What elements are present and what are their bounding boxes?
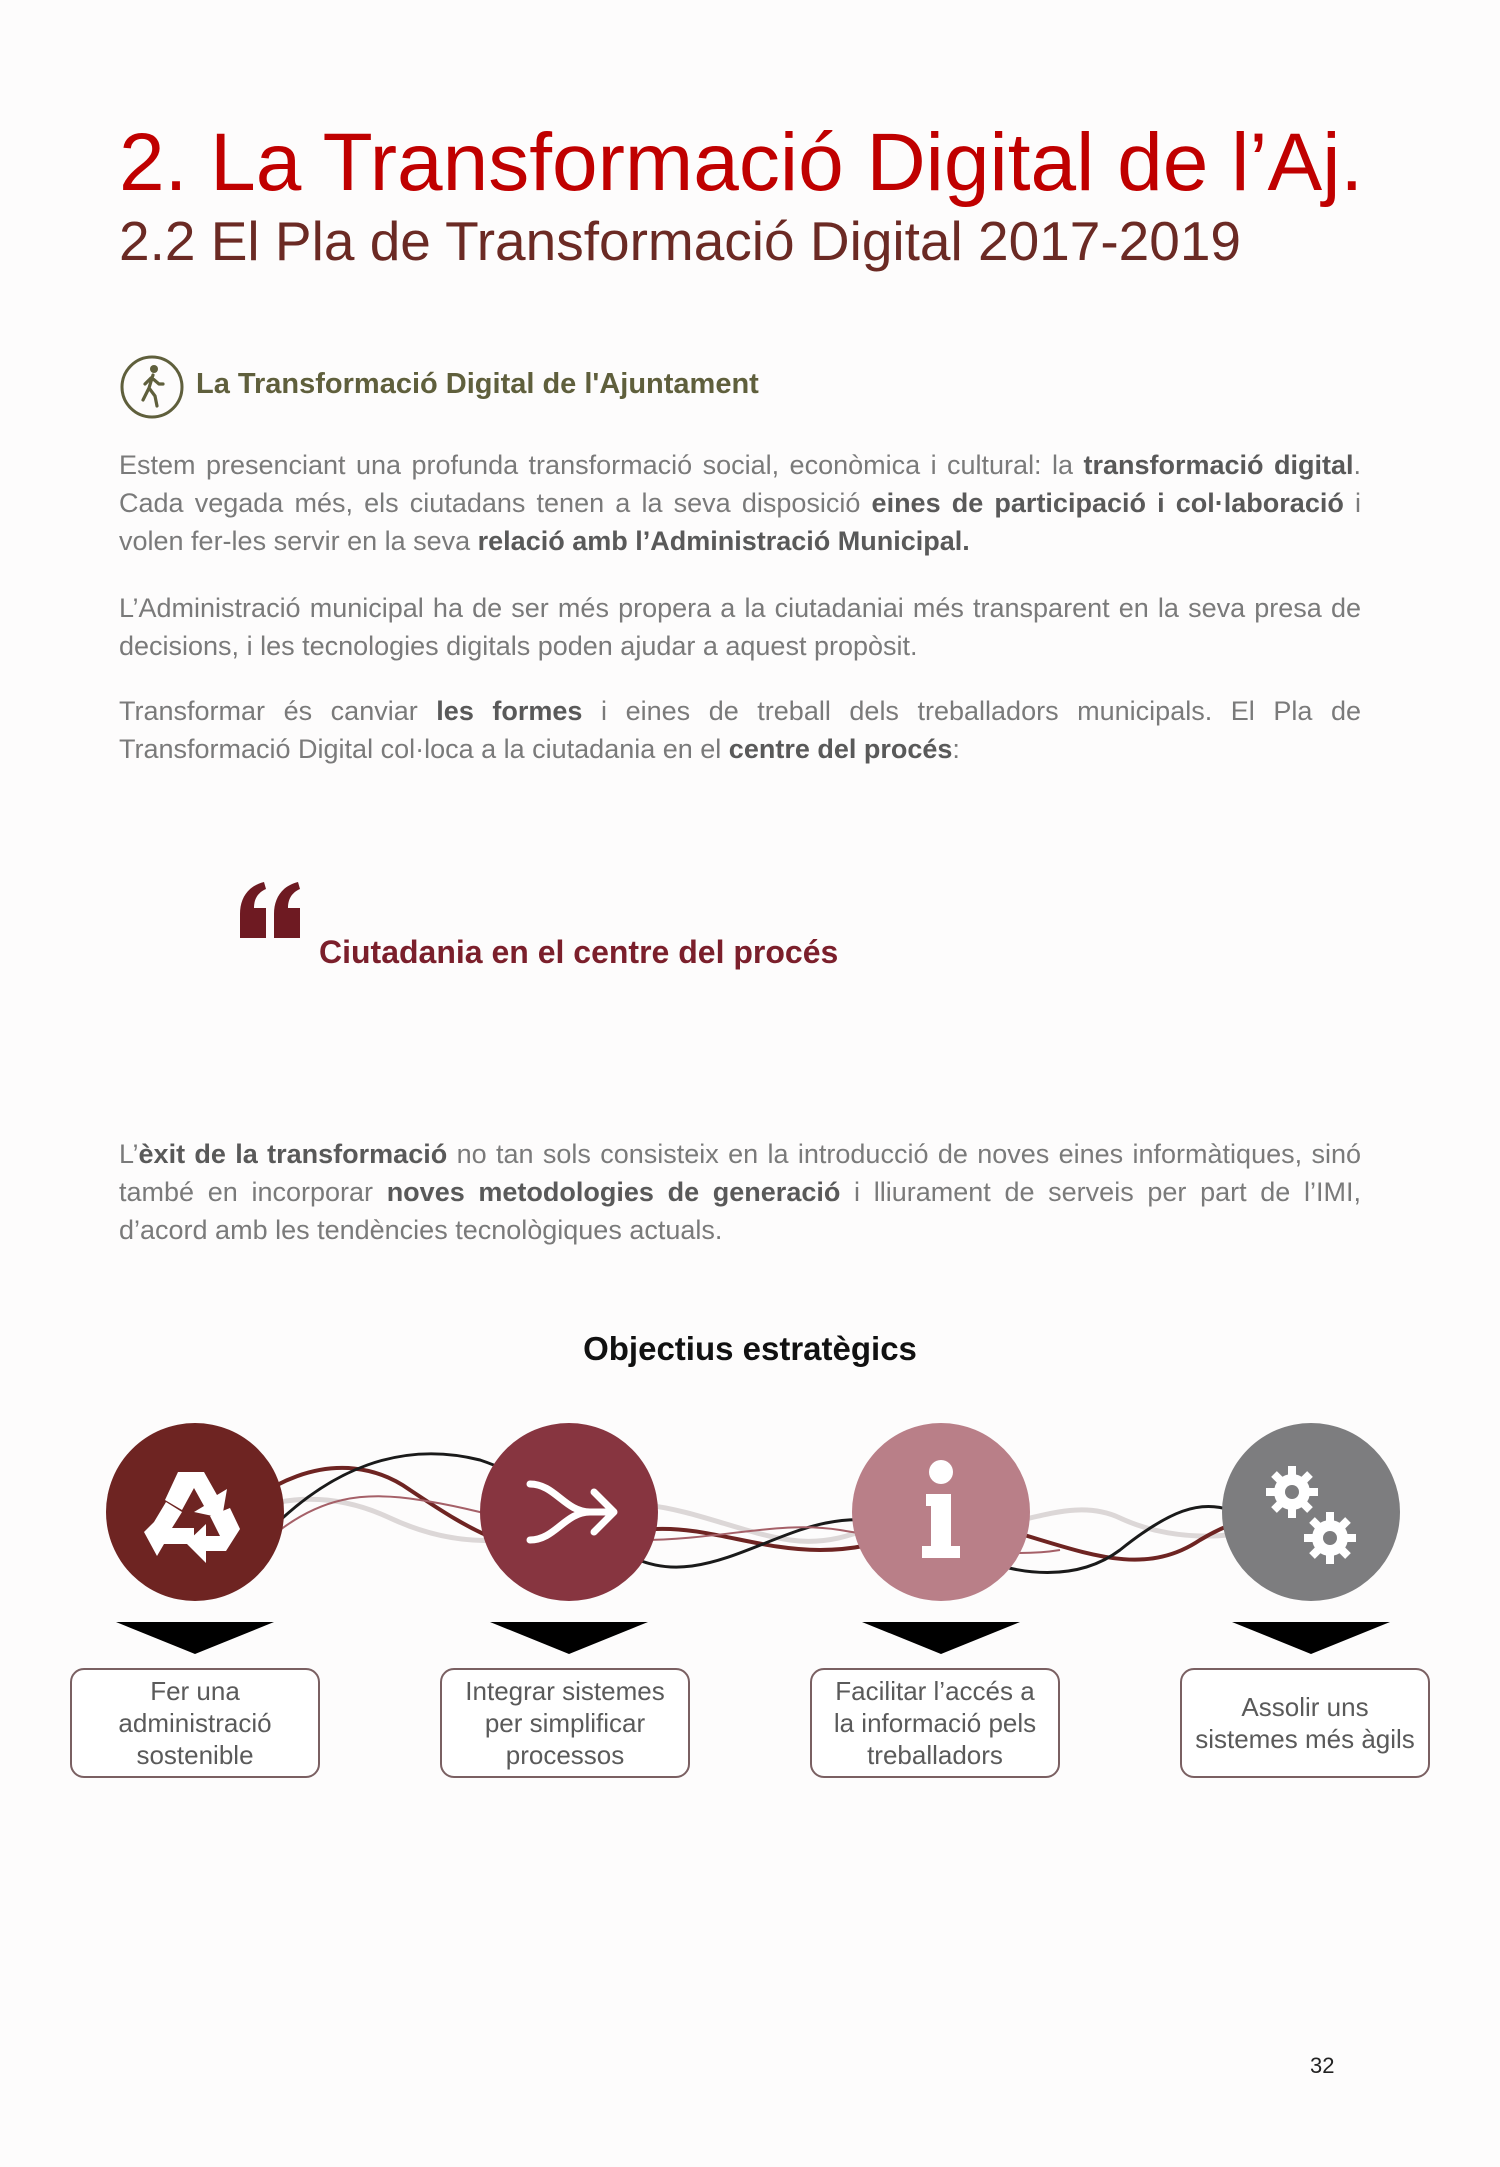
text-run: i lliurament de serveis per part de l’IMI, d’acord amb les tendències tecnològiques actuals. [119, 1177, 1361, 1245]
objective-2-label: Integrar sistemes per simplificar processos [440, 1668, 690, 1778]
pointer-triangle [116, 1622, 274, 1654]
pointer-triangle [862, 1622, 1020, 1654]
page-number: 32 [1310, 2053, 1335, 2078]
bold-text: noves metodologies de generació [386, 1177, 841, 1207]
intro-paragraph [119, 446, 1361, 560]
text-run: no tan sols consisteix en la introducció de noves eines informàtiques, sinó també en incorporar [119, 1139, 1361, 1207]
quote-marks-icon [238, 880, 304, 940]
transform-paragraph [119, 692, 1361, 768]
bold-text: relació amb l’Administració Municipal. [477, 526, 970, 556]
bold-text: èxit de la transformació [138, 1139, 448, 1169]
text-run: : [952, 734, 960, 764]
text-run: L’ [119, 1139, 139, 1169]
objective-4-circle [1222, 1423, 1400, 1601]
objective-1-circle [106, 1423, 284, 1601]
pointer-triangle [1232, 1622, 1390, 1654]
section-title: La Transformació Digital de l'Ajuntament [196, 368, 759, 400]
page-subtitle: 2.2 El Pla de Transformació Digital 2017-2019 [119, 210, 1242, 272]
text-run: . Cada vegada més, els ciutadans tenen a la seva disposició [119, 450, 1361, 518]
text-run: i volen fer-les servir en la seva [119, 488, 1362, 556]
bold-text: les formes [436, 696, 583, 726]
bold-text: eines de participació i col·laboració [871, 488, 1344, 518]
text-run: i eines de treball dels treballadors municipals. El Pla de Transformació Digital col·loca a la ciutadania en el [119, 696, 1361, 764]
objective-3-label: Facilitar l’accés a la informació pels treballadors [810, 1668, 1060, 1778]
objective-4-label: Assolir uns sistemes més àgils [1180, 1668, 1430, 1778]
objectives-title: Objectius estratègics [583, 1330, 917, 1367]
pointer-triangle [490, 1622, 648, 1654]
success-paragraph [119, 1135, 1361, 1249]
text-run: Estem presenciant una profunda transformació social, econòmica i cultural: la [119, 450, 1084, 480]
walking-person-icon [119, 354, 185, 420]
administration-paragraph [119, 589, 1361, 665]
text-run: Transformar és canviar [119, 696, 437, 726]
bold-text: centre del procés [728, 734, 953, 764]
objective-3-circle [852, 1423, 1030, 1601]
quote-text: Ciutadania en el centre del procés [319, 934, 839, 970]
text-run: L’Administració municipal ha de ser més propera a la ciutadaniai més transparent en la seva presa de decisions, i les tecnologies digitals poden ajudar a aquest propòsit. [119, 593, 1361, 661]
page-title: 2. La Transformació Digital de l’Aj. [119, 117, 1364, 208]
wave-light [195, 1499, 1310, 1542]
objective-1-label: Fer una administració sostenible [70, 1668, 320, 1778]
objective-2-circle [480, 1423, 658, 1601]
bold-text: transformació digital [1083, 450, 1354, 480]
